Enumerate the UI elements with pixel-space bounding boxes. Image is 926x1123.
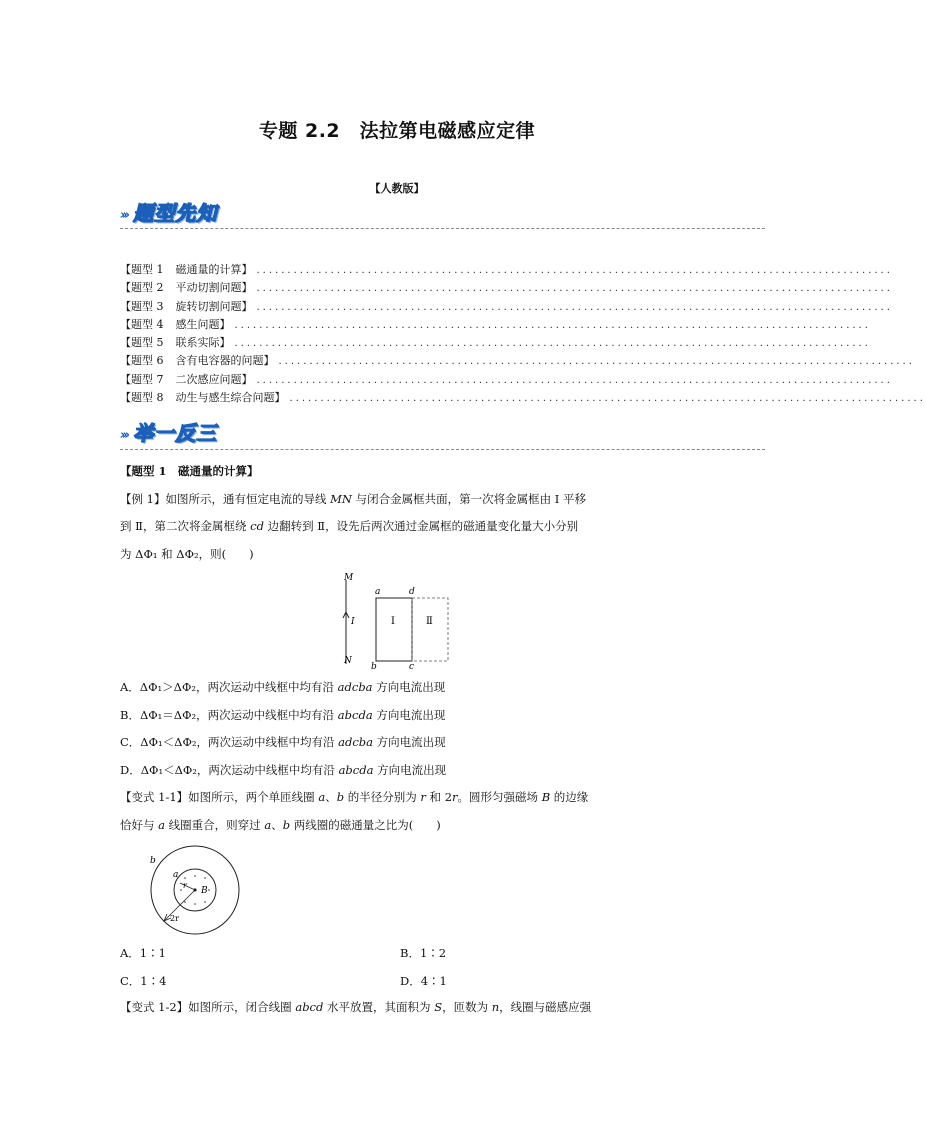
banner-arrows-icon: ››› [120, 208, 128, 223]
option-c[interactable]: C．ΔΦ₁＜ΔΦ₂，两次运动中线框中均有沿 adcba 方向电流出现 [120, 735, 446, 749]
toc-item-label: 【题型 2 [120, 281, 164, 295]
frame-region-1 [376, 598, 412, 661]
example-1-line-2: 到 Ⅱ，第二次将金属框绕 cd 边翻转到 Ⅱ，设先后两次通过金属框的磁通量变化量大小分别 [120, 519, 579, 533]
toc-item[interactable] [120, 261, 893, 279]
section-banner-practice [120, 420, 217, 446]
toc-leader-dots: ....................................................................................................... [234, 338, 871, 350]
toc-item-close: 】 [241, 372, 253, 386]
toc-leader-dots: ....................................................................................................... [256, 265, 893, 276]
option-a[interactable]: A．ΔΦ₁＞ΔΦ₂，两次运动中线框中均有沿 adcba 方向电流出现 [120, 680, 446, 694]
variant-1-1-options [120, 940, 680, 995]
table-of-contents [120, 261, 926, 407]
toc-item[interactable] [120, 316, 871, 334]
toc-item-name: 磁通量的计算 [175, 263, 242, 276]
option-b[interactable]: B．ΔΦ₁＝ΔΦ₂，两次运动中线框中均有沿 abcda 方向电流出现 [120, 707, 446, 722]
toc-leader-dots: ....................................................................................................... [278, 356, 915, 368]
toc-item-name: 旋转切割问题 [175, 299, 242, 313]
toc-item[interactable] [120, 334, 871, 352]
label-c: c [409, 662, 415, 672]
toc-leader-dots: ....................................................................................................... [256, 301, 893, 313]
variant-1-1-line-2: 恰好与 a 线圈重合，则穿过 a、b 两线圈的磁通量之比为( ) [120, 817, 441, 832]
toc-item-name: 联系实际 [175, 336, 220, 350]
variant-1-2-line-1: 【变式 1-2】如图所示，闭合线圈 abcd 水平放置，其面积为 S，匝数为 n，线圈与磁感应强 [120, 1000, 592, 1014]
toc-item-close: 】 [263, 354, 275, 368]
toc-item-close: 】 [241, 299, 253, 313]
toc-item[interactable] [120, 298, 893, 316]
label-d: d [409, 587, 415, 597]
label-2r: 2r [170, 914, 179, 923]
label-region-2: Ⅱ [426, 616, 433, 627]
section-banner-preview [120, 200, 217, 226]
label-n: N [344, 656, 352, 666]
toc-item-name: 动生与感生综合问题 [175, 391, 275, 405]
variant-1-2-block [120, 994, 680, 1022]
example-1-block [120, 458, 680, 568]
figure-wire-and-frame [330, 568, 470, 672]
toc-item-name: 二次感应问题 [175, 372, 242, 386]
example-1-line-1: 【例 1】如图所示，通有恒定电流的导线 MN 与闭合金属框共面，第一次将金属框由 Ⅰ 平移 [120, 491, 586, 506]
label-a: a [375, 587, 381, 597]
toc-item-label: 【题型 5 [120, 336, 164, 350]
label-i: I [351, 617, 355, 627]
option-d[interactable]: D．4∶1 [400, 973, 447, 988]
banner-title: 题型先知 [133, 201, 218, 225]
toc-item-close: 】 [219, 317, 231, 331]
option-b[interactable]: B．1∶2 [400, 946, 447, 960]
variant-1-1-line-1: 【变式 1-1】如图所示，两个单匝线圈 a、b 的半径分别为 r 和 2r。圆形匀强磁场 B 的边缘 [120, 790, 589, 804]
toc-item-label: 【题型 4 [120, 317, 164, 331]
label-b: b [150, 856, 156, 866]
figure-concentric-coils [140, 848, 250, 938]
divider [120, 228, 765, 229]
option-a[interactable]: A．1∶1 [120, 946, 166, 960]
toc-item-close: 】 [241, 263, 253, 276]
toc-item-label: 【题型 1 [120, 263, 164, 276]
toc-item-name: 平动切割问题 [175, 281, 242, 295]
toc-item-label: 【题型 6 [120, 354, 164, 368]
toc-item[interactable] [120, 371, 893, 389]
option-d[interactable]: D．ΔΦ₁＜ΔΦ₂，两次运动中线框中均有沿 abcda 方向电流出现 [120, 762, 447, 777]
toc-leader-dots: ....................................................................................................... [256, 374, 893, 386]
toc-item[interactable] [120, 352, 915, 370]
label-a: a [173, 870, 179, 880]
toc-item-label: 【题型 3 [120, 299, 164, 313]
example-1-options [120, 674, 680, 784]
banner-title: 举一反三 [133, 421, 218, 445]
label-r: r [183, 881, 187, 890]
option-c[interactable]: C．1∶4 [120, 973, 167, 988]
label-m: M [344, 573, 354, 583]
page-title: 专题 2.2 法拉第电磁感应定律 [258, 120, 536, 142]
toc-item-label: 【题型 7 [120, 372, 164, 386]
frame-region-2 [412, 598, 448, 661]
toc-item-name: 含有电容器的问题 [175, 354, 264, 368]
label-region-1: Ⅰ [391, 616, 395, 627]
toc-leader-dots: ....................................................................................................... [289, 393, 926, 405]
toc-item-label: 【题型 8 [120, 391, 164, 405]
toc-leader-dots: ....................................................................................................... [256, 283, 893, 295]
toc-item-close: 】 [241, 281, 253, 295]
toc-item-close: 】 [274, 391, 286, 405]
example-1-line-3: 为 ΔΦ₁ 和 ΔΦ₂，则( ) [120, 546, 254, 561]
radius-2r-line [164, 890, 195, 921]
label-b: b [371, 662, 377, 672]
toc-item-close: 】 [219, 336, 231, 350]
banner-arrows-icon: ››› [120, 428, 128, 443]
divider [120, 449, 765, 450]
toc-item[interactable] [120, 279, 893, 297]
variant-1-1-block [120, 784, 680, 839]
toc-item[interactable] [120, 389, 926, 407]
label-B: B [201, 886, 208, 896]
toc-leader-dots: ....................................................................................................... [234, 319, 871, 331]
toc-item-name: 感生问题 [175, 317, 220, 331]
section-heading: 【题型 1 磁通量的计算】 [120, 464, 259, 478]
edition-label: 【人教版】 [369, 182, 425, 195]
